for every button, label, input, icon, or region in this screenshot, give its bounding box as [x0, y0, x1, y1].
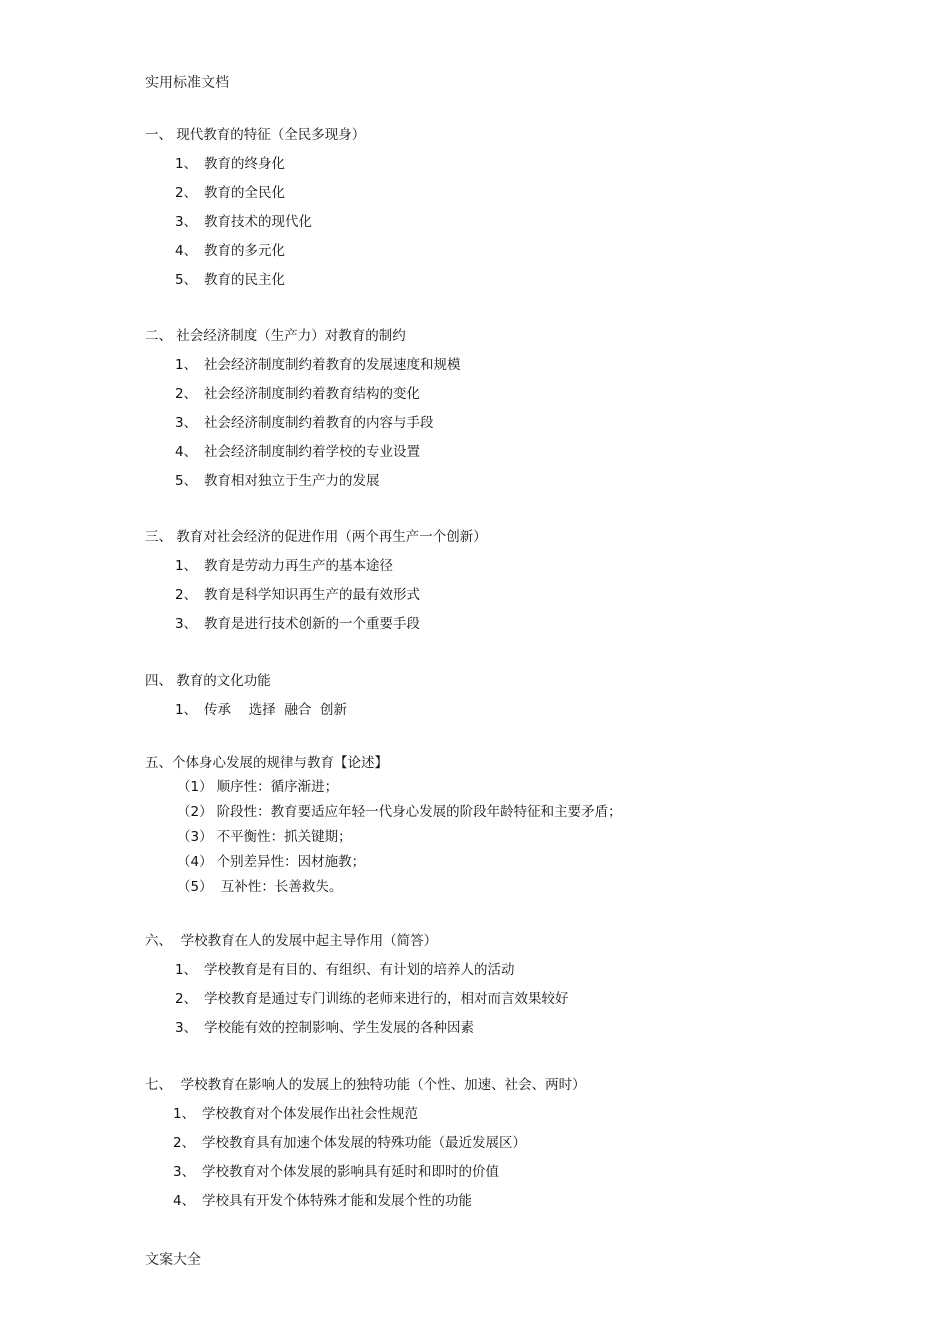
- list-item: [145, 145, 905, 174]
- section-1: [145, 125, 905, 290]
- list-item: [145, 174, 905, 203]
- item-number: （1）: [177, 779, 213, 795]
- item-number: （5）: [177, 879, 213, 895]
- page-header: 实用标准文档: [145, 75, 229, 91]
- item-text: 学校教育是通过专门训练的老师来进行的，相对而言效果较好: [204, 991, 569, 1007]
- section-heading: 六、 学校教育在人的发展中起主导作用（简答）: [145, 933, 438, 949]
- item-text: 教育的终身化: [204, 156, 285, 172]
- section-6: [145, 931, 905, 1038]
- item-text: 不平衡性：抓关键期；: [216, 829, 352, 845]
- list-item: [145, 375, 905, 404]
- item-text: 社会经济制度制约着学校的专业设置: [204, 444, 420, 460]
- item-text: 教育是科学知识再生产的最有效形式: [204, 587, 420, 603]
- item-number: 2、: [175, 185, 198, 201]
- item-number: 4、: [175, 444, 198, 460]
- list-item: [145, 1009, 905, 1038]
- item-number: 2、: [175, 386, 198, 402]
- list-item: [145, 1124, 905, 1153]
- section-heading: 四、 教育的文化功能: [145, 673, 271, 689]
- page-footer: 文案大全: [145, 1252, 201, 1268]
- list-item: [145, 433, 905, 462]
- list-item: [145, 346, 905, 375]
- list-item: [145, 261, 905, 290]
- item-text: 学校教育对个体发展作出社会性规范: [202, 1106, 418, 1122]
- item-text: 阶段性：教育要适应年轻一代身心发展的阶段年龄特征和主要矛盾；: [216, 804, 622, 820]
- list-item: [145, 873, 905, 898]
- item-number: 3、: [175, 415, 198, 431]
- item-number: 3、: [175, 616, 198, 632]
- item-number: 1、: [175, 702, 198, 718]
- list-item: [145, 691, 905, 720]
- section-3: [145, 527, 905, 634]
- item-number: 3、: [175, 214, 198, 230]
- item-number: 2、: [173, 1135, 196, 1151]
- list-item: [145, 404, 905, 433]
- list-item: [145, 462, 905, 491]
- item-number: 4、: [175, 243, 198, 259]
- item-text: 顺序性：循序渐进；: [216, 779, 339, 795]
- item-number: 1、: [173, 1106, 196, 1122]
- item-number: 2、: [175, 991, 198, 1007]
- item-number: 5、: [175, 272, 198, 288]
- item-number: 1、: [175, 962, 198, 978]
- item-text: 社会经济制度制约着教育的内容与手段: [204, 415, 434, 431]
- list-item: [145, 773, 905, 798]
- list-item: [145, 1095, 905, 1124]
- list-item: [145, 951, 905, 980]
- item-text: 学校教育对个体发展的影响具有延时和即时的价值: [202, 1164, 499, 1180]
- item-number: 1、: [175, 558, 198, 574]
- list-item: [145, 576, 905, 605]
- section-heading: 二、 社会经济制度（生产力）对教育的制约: [145, 328, 406, 344]
- list-item: [145, 823, 905, 848]
- item-text: 个别差异性：因材施教；: [216, 854, 366, 870]
- item-number: 2、: [175, 587, 198, 603]
- item-number: 1、: [175, 156, 198, 172]
- item-text: 教育的全民化: [204, 185, 285, 201]
- list-item: [145, 547, 905, 576]
- list-item: [145, 232, 905, 261]
- section-heading: 一、 现代教育的特征（全民多现身）: [145, 127, 366, 143]
- item-text: 传承 选择 融合 创新: [204, 702, 347, 718]
- section-heading: 三、 教育对社会经济的促进作用（两个再生产一个创新）: [145, 529, 487, 545]
- item-number: （4）: [177, 854, 213, 870]
- item-text: 互补性：长善救失。: [216, 879, 343, 895]
- list-item: [145, 1153, 905, 1182]
- list-item: [145, 848, 905, 873]
- list-item: [145, 605, 905, 634]
- item-number: 4、: [173, 1193, 196, 1209]
- item-text: 学校教育具有加速个体发展的特殊功能（最近发展区）: [202, 1135, 526, 1151]
- list-item: [145, 798, 905, 823]
- item-text: 教育技术的现代化: [204, 214, 312, 230]
- item-text: 学校教育是有目的、有组织、有计划的培养人的活动: [204, 962, 515, 978]
- item-text: 学校能有效的控制影响、学生发展的各种因素: [204, 1020, 474, 1036]
- item-text: 学校具有开发个体特殊才能和发展个性的功能: [202, 1193, 472, 1209]
- item-number: 5、: [175, 473, 198, 489]
- item-text: 教育是劳动力再生产的基本途径: [204, 558, 393, 574]
- item-number: 1、: [175, 357, 198, 373]
- section-2: [145, 326, 905, 491]
- item-number: 3、: [175, 1020, 198, 1036]
- item-text: 教育的民主化: [204, 272, 285, 288]
- item-number: （3）: [177, 829, 213, 845]
- section-heading: 七、 学校教育在影响人的发展上的独特功能（个性、加速、社会、两时）: [145, 1077, 586, 1093]
- list-item: [145, 1182, 905, 1211]
- item-number: （2）: [177, 804, 213, 820]
- list-item: [145, 203, 905, 232]
- list-item: [145, 980, 905, 1009]
- item-text: 教育是进行技术创新的一个重要手段: [204, 616, 420, 632]
- item-text: 社会经济制度制约着教育结构的变化: [204, 386, 420, 402]
- item-text: 教育相对独立于生产力的发展: [204, 473, 380, 489]
- section-heading: 五、个体身心发展的规律与教育【论述】: [145, 755, 388, 771]
- item-number: 3、: [173, 1164, 196, 1180]
- section-4: [145, 671, 905, 720]
- section-7: [145, 1075, 905, 1211]
- section-5: [145, 753, 905, 898]
- item-text: 教育的多元化: [204, 243, 285, 259]
- item-text: 社会经济制度制约着教育的发展速度和规模: [204, 357, 461, 373]
